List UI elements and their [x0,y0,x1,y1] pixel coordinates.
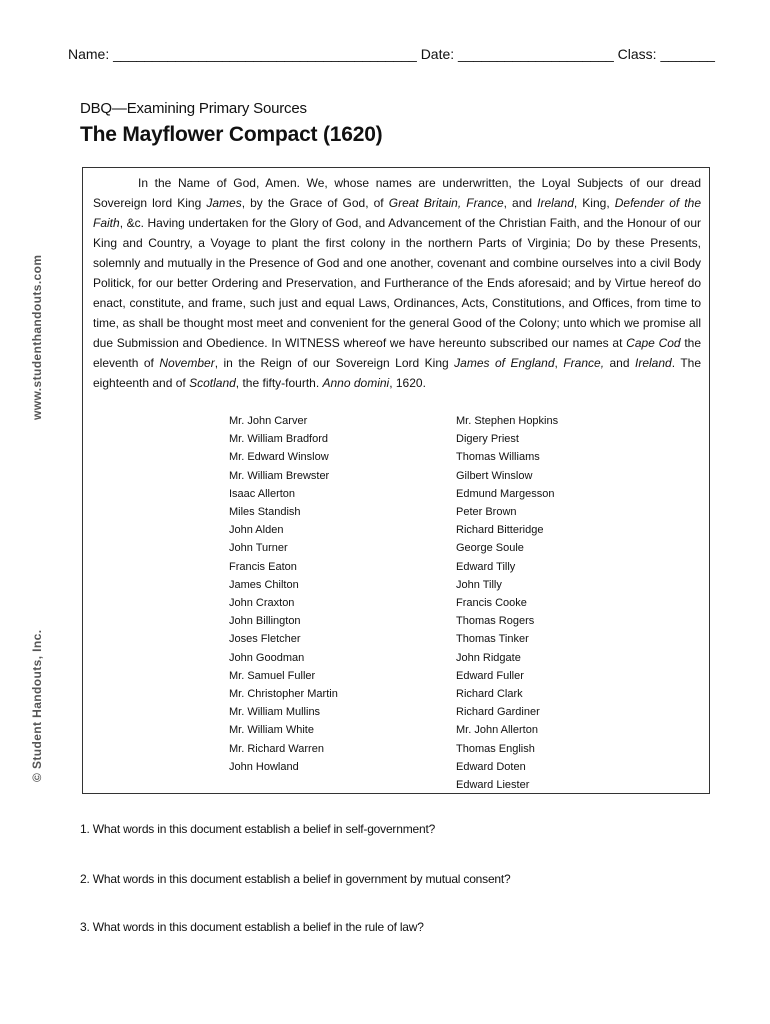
signer-name: Digery Priest [456,433,519,446]
signer-name: Edmund Margesson [456,487,555,500]
signer-name: Mr. Samuel Fuller [229,669,316,682]
student-info-line [68,46,715,62]
text-segment: , 1620. [389,376,426,390]
page-title: The Mayflower Compact (1620) [80,123,383,146]
signer-name: Thomas Williams [456,451,540,464]
class-label: Class: [617,46,657,62]
italic-text: Ireland [635,356,672,370]
signer-name: Gilbert Winslow [456,469,533,482]
text-segment: , by the Grace of God, of [241,196,389,210]
signer-name: Mr. William White [229,724,314,737]
text-segment: the eleventh of [93,336,702,370]
signer-name: Peter Brown [456,506,517,519]
signer-name: James Chilton [229,578,299,591]
worksheet-kicker: DBQ—Examining Primary Sources [80,100,307,117]
signer-name: Mr. Stephen Hopkins [456,415,559,427]
text-segment: , and [503,196,538,210]
signer-name: Edward Tilly [456,560,516,573]
text-segment: . The eighteenth and of [93,356,701,390]
italic-text: James of England [454,356,555,370]
website-watermark: www.studenthandouts.com [30,254,44,420]
italic-text: Ireland [537,196,574,210]
signer-name: John Billington [229,615,301,628]
date-label: Date: [420,46,455,62]
question-2: 2. What words in this document establish a belief in government by mutual consent? [80,872,511,886]
signer-name: Thomas Rogers [456,615,535,628]
italic-text: Defender of the Faith [93,196,701,230]
italic-text: France, [563,356,605,370]
signer-name: Thomas Tinker [456,633,529,646]
text-segment: , the fifty-fourth. [235,376,323,390]
text-segment: In the Name of God, Amen. We, whose names are underwritten, the Loyal Subjects of our dread Sovereign lord King [93,176,701,210]
signer-name: Mr. Christopher Martin [229,688,338,701]
italic-text: Scotland [189,376,236,390]
question-1: 1. What words in this document establish a belief in self-government? [80,822,436,836]
class-field[interactable]: _______ [660,46,715,62]
signer-name: Francis Cooke [456,597,527,610]
signer-name: Mr. John Allerton [456,724,538,737]
text-segment: and [604,356,636,370]
signers-left-column [229,412,338,776]
text-segment: , &c. Having undertaken for the Glory of God, and Advancement of the Christian Faith, and the Honour of our King and Country, a Voyage to plant the first colony in the northern Parts of Virginia; Do by these Presents, solemnly and mutually in the Presence of God and one another, covenant and combine ourselves into a civil Body Politick, for our better Ordering and Preservation, and Furtherance of the Ends aforesaid; and by Virtue hereof do enact, constitute, and frame, such just and equal Laws, Ordinances, Acts, Constitutions, and Offices, from time to time, as shall be thought most meet and convenient for the general Good of the Colony; unto which we promise all due Submission and Obedience. In WITNESS whereof we have hereunto subscribed our names at [93,216,701,350]
signer-name: John Craxton [229,597,295,610]
text-segment: , in the Reign of our Sovereign Lord King [214,356,455,370]
signer-name: Mr. William Brewster [229,469,330,482]
signer-name: Francis Eaton [229,560,297,573]
signer-name: Mr. William Bradford [229,433,329,446]
italic-text: November [159,356,215,370]
signer-name: Richard Bitteridge [456,524,544,537]
signer-name: George Soule [456,542,524,555]
italic-text: Anno domini [322,376,390,390]
signer-name: Edward Liester [456,779,530,792]
signer-name: Edward Doten [456,760,526,773]
signer-name: John Howland [229,760,299,773]
compact-text [93,173,701,393]
italic-text: Great Britain, France [388,196,504,210]
signer-name: Isaac Allerton [229,487,296,500]
question-3: 3. What words in this document establish a belief in the rule of law? [80,920,424,934]
signer-name: Mr. William Mullins [229,706,321,719]
copyright-watermark: © Student Handouts, Inc. [30,629,44,782]
signer-name: Thomas English [456,742,535,755]
text-segment: , [554,356,564,370]
signer-name: John Tilly [456,578,502,591]
signer-name: Miles Standish [229,506,301,519]
signer-name: Edward Fuller [456,669,524,682]
text-segment: , King, [573,196,615,210]
signer-name: John Alden [229,524,284,537]
signer-name: John Goodman [229,651,305,664]
signer-name: John Turner [229,542,288,555]
signer-name: Richard Clark [456,688,523,701]
name-field[interactable]: _______________________________________ [113,46,417,62]
italic-text: James [206,196,242,210]
document-box [82,167,710,794]
signer-name: John Ridgate [456,651,521,664]
name-label: Name: [68,46,110,62]
signer-name: Mr. Edward Winslow [229,451,329,464]
signer-name: Richard Gardiner [456,706,540,719]
date-field[interactable]: ____________________ [458,46,614,62]
signer-name: Joses Fletcher [229,633,301,646]
signers-right-column [456,412,558,794]
signer-name: Mr. John Carver [229,415,308,427]
signer-name: Mr. Richard Warren [229,742,324,755]
italic-text: Cape Cod [626,336,681,350]
